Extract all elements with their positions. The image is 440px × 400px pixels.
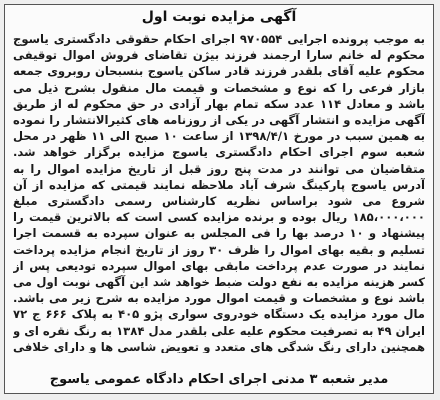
notice-title: آگهی مزایده نوبت اول (141, 9, 297, 25)
notice-frame (4, 4, 434, 394)
notice-signature: مدیر شعبه ۳ مدنی اجرای احکام دادگاه عمومی یاسوج (49, 372, 389, 387)
notice-body: به موجب پرونده اجرایی ۹۷۰۵۵۴ اجرای احکام حقوقی دادگستری یاسوج محکوم له خانم سارا ارجمند فرزند بیژن تقاضای فروش اموال توقیفی محکوم علیه آقای بلقدر فرزند قادر ساکن یاسوج بنسبحان روبروی جمعه بازار فرعی را که نوع و مشخصات و قیمت مال منقول بشرح ذیل می باشد و معادل ۱۱۴ عدد سکه تمام بهار آزادی در حق محکوم له از طریق آگهی مزایده و انتشار آگهی در یکی از روزنامه های کثیرالانتشار را نموده به همین سبب در مورخ ۱۳۹۸/۴/۱ از ساعت ۱۰ صبح الی ۱۱ ظهر در محل شعبه سوم اجرای احکام دادگستری یاسوج مزایده برگزار خواهد شد. متقاضیان می توانند در مدت پنج روز قبل از تاریخ مزایده اموال را به آدرس یاسوج پارکینگ شرف آباد ملاحظه نمایند قیمتی که مزایده از آن شروع می شود براساس نظریه کارشناس رسمی دادگستری مبلغ ۱۸۵،۰۰۰،۰۰۰ ریال بوده و برنده مزایده کسی است که بالاترین قیمت را پیشنهاد و ۱۰ درصد بها را فی المجلس به عنوان سپرده به قسمت اجرا تسلیم و بقیه بهای اموال را ظرف ۳۰ روز از تاریخ انجام مزایده پرداخت نمایند در صورت عدم پرداخت مابقی بهای اموال سپرده تودیعی پس از کسر هزینه مزایده به نفع دولت ضبط خواهد شد این آگهی نوبت اول می باشد نوع و مشخصات و قیمت اموال مورد مزایده به شرح زیر می باشد. مال مورد مزایده یک دستگاه خودروی سواری پژو ۴۰۵ به پلاک ۶۶۶ ج ۷۲ ایران ۴۹ به تصرفیت محکوم علیه علی بلقدر مدل ۱۳۸۴ به رنگ نقره ای و همچنین دارای رنگ شدگی های متعدد و تعویض شاسی ها و دارای خلافی (13, 32, 425, 353)
